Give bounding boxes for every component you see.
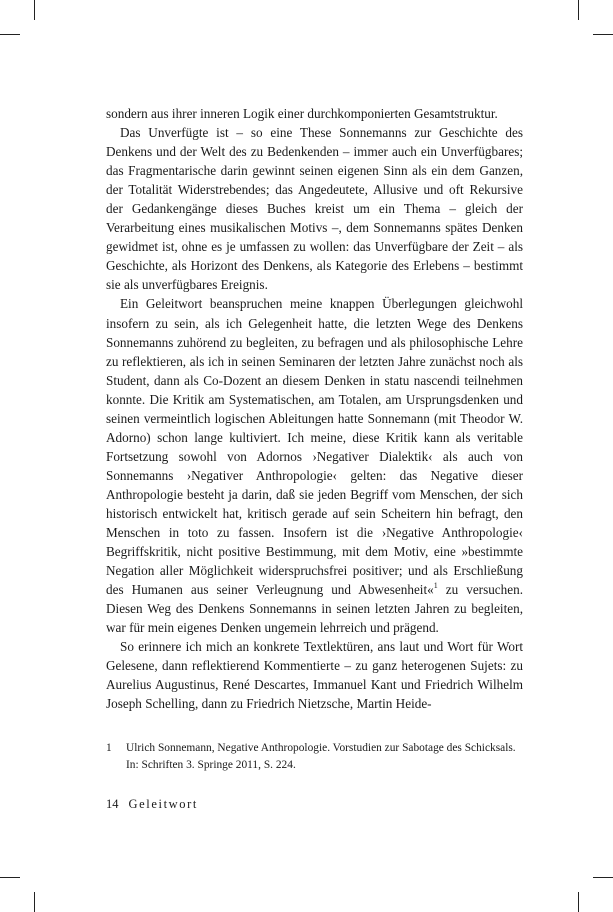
page-number: 14 [106, 797, 119, 811]
paragraph-4: So erinnere ich mich an konkrete Textlektüren, ans laut und Wort für Wort Gelesene, dann reflektierend Kommentierte – zu ganz heterogenen Sujets: zu Aurelius Augustinus, René Descartes, Immanuel Kant und Friedrich Wilhelm Joseph Schelling, dann zu Friedrich Nietzsche, Martin Heide- [106, 639, 523, 712]
paragraph-1: sondern aus ihrer inneren Logik einer durchkomponierten Gesamtstruktur. [106, 106, 498, 121]
crop-mark-bottom-right-v [578, 892, 579, 912]
crop-mark-top-right-h [593, 34, 613, 35]
footnotes [106, 740, 526, 774]
paragraph-2: Das Unverfügte ist – so eine These Sonnemanns zur Geschichte des Denkens und der Welt des zu Bedenkenden – immer auch ein Unverfügbares; das Fragmentarische darin gewinnt seinen eigenen Sinn als ein dem Ganzen, der Totalität Widerstrebendes; das Angedeutete, Allusive und oft Rekursive der Gedankengänge dieses Buches kreist um ein Thema – gleich der Verarbeitung eines musikalischen Motivs –, dem Sonnemanns spätes Denken gewidmet ist, ohne es je umfassen zu wollen: das Unverfügbare der Zeit – als Geschichte, als Horizont des Denkens, als Kategorie des Erlebens – bestimmt sie als unverfügbares Ereignis. [106, 125, 523, 293]
paragraph-3 [106, 294, 523, 637]
running-title: Geleitwort [128, 797, 198, 811]
paragraph-3-end: zu versuchen. Diesen Weg des Denkens Sonnemanns in seinen letzten Jahren zu begleiten, war für mein eigenes Denken ungemein lehrreich und prägend. [106, 582, 523, 636]
footnote-reference[interactable]: 1 [433, 580, 438, 590]
crop-mark-bottom-right-h [593, 877, 613, 878]
crop-mark-bottom-left-v [34, 892, 35, 912]
paragraph-3-text: Ein Geleitwort beanspruchen meine knappen Überlegungen gleichwohl insofern zu sein, als ich Gelegenheit hatte, die letzten Wege des Denkens Sonnemanns zuhörend zu begleiten, zu befragen und als philosophische Lehre zu reflektieren, als ich in seinen Seminaren der letzten Jahre zunächst noch als Student, dann als Co-Dozent an diesem Denken in statu nascendi teilnehmen konnte. Die Kritik am Systematischen, am Totalen, am Ursprungsdenken und seinen vermeintlich logischen Ableitungen hatte Sonnemann (mit Theodor W. Adorno) schon lange kultiviert. Ich meine, diese Kritik kann als veritable Fortsetzung sowohl von Adornos ›Negativer Dialektik‹ als auch von Sonnemanns ›Negativer Anthropologie‹ gelten: das Negative dieser Anthropologie besteht ja darin, daß sie jeden Begriff vom Menschen, der sich historisch entwickelt hat, kritisch gerade auf sein Scheitern hin befragt, den Menschen in toto zu fassen. Insofern ist die ›Negative Anthropologie‹ Begriffskritik, nicht positive Bestimmung, mit dem Motiv, eine »bestimmte Negation aller Möglichkeit widerspruchsfrei positiver; und als Erschließung des Humanen aus seiner Verleugnung und Abwesenheit« [106, 296, 523, 598]
footnote-1 [106, 740, 526, 774]
body-text [106, 104, 523, 714]
crop-mark-top-right-v [578, 0, 579, 20]
page-footer [106, 797, 198, 812]
crop-mark-bottom-left-h [0, 877, 20, 878]
footnote-text: Ulrich Sonnemann, Negative Anthropologie. Vorstudien zur Sabotage des Schicksals. In: Schriften 3. Springe 2011, S. 224. [126, 742, 516, 771]
crop-mark-top-left-h [0, 34, 20, 35]
crop-mark-top-left-v [34, 0, 35, 20]
footnote-number: 1 [106, 742, 112, 754]
